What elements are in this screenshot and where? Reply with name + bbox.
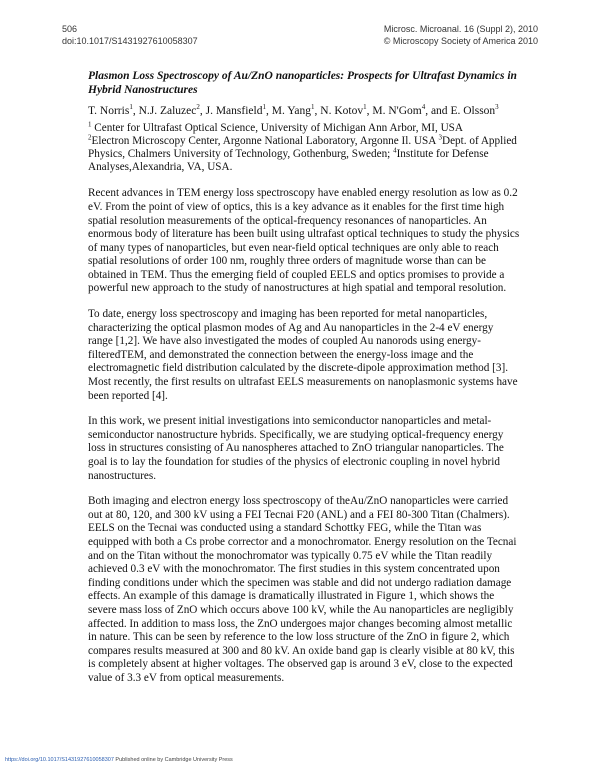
affiliation-3-text: Dept. of Applied Physics, Chalmers University of Technology, Gothenburg, Sweden;	[88, 134, 517, 160]
author-name: J. Mansfield	[205, 105, 263, 117]
footer-text: Published online by Cambridge University Press	[113, 757, 233, 763]
affiliation-2-text: Electron Microscopy Center, Argonne National Laboratory, Argonne Il. USA	[91, 134, 439, 147]
author-affiliation-mark: 1	[262, 103, 266, 112]
author-name: N. Kotov	[320, 105, 364, 117]
article-title: Plasmon Loss Spectroscopy of Au/ZnO nanoparticles: Prospects for Ultrafast Dynamics in Hybrid Nanostructures	[88, 70, 517, 96]
doi: doi:10.1017/S1431927610058307	[62, 36, 198, 46]
author-name: N.J. Zaluzec	[138, 105, 197, 117]
journal-citation: Microsc. Microanal. 16 (Suppl 2), 2010	[383, 24, 538, 34]
author-name: M. N'Gom	[372, 105, 422, 117]
affiliation-2-3-4	[88, 132, 520, 175]
author-affiliation-mark: 1	[311, 103, 315, 112]
author-affiliation-mark: 1	[363, 103, 367, 112]
affiliation-3-number: 3	[438, 132, 443, 141]
author-affiliation-mark: 3	[495, 103, 499, 112]
author-name: T. Norris	[88, 105, 130, 117]
affiliations	[88, 119, 520, 175]
article	[88, 70, 520, 698]
header-right	[384, 23, 538, 47]
author-affiliation-mark: 1	[129, 103, 133, 112]
affiliation-4-text: Institute for Defense Analyses,Alexandria, VA, USA.	[88, 147, 489, 174]
affiliation-1-text: Center for Ultrafast Optical Science, University of Michigan Ann Arbor, MI, USA	[91, 121, 463, 134]
affiliation-1	[88, 119, 520, 135]
doi-link[interactable]: https://doi.org/10.1017/S1431927610058307	[5, 757, 114, 763]
author-name: M. Yang	[271, 105, 312, 117]
paragraph: In this work, we present initial investigations into semiconductor nanoparticles and metal-semiconductor nanostructure hybrids. Specifically, we are studying optical-frequency energy loss in structures consisting of Au nanospheres attached to ZnO triangular nanoparticles. The goal is to lay the foundation for studies of the physics of electronic coupling in novel hybrid nanostructures.	[88, 415, 504, 482]
author-affiliation-mark: 4	[421, 103, 426, 112]
header-left	[62, 23, 198, 47]
affiliation-4-number: 4	[393, 146, 397, 155]
author-affiliation-mark: 2	[196, 103, 200, 112]
affiliation-1-number: 1	[88, 119, 92, 128]
page-number: 506	[62, 24, 78, 34]
author-list: T. Norris$^1$, N.J. Zaluzec$^2$, J. Mansfield$^1$, M. Yang$^1$, N. Kotov$^1$, M. N'Gom$^4$, and E. Olsson$^3$	[88, 103, 499, 117]
copyright: © Microscopy Society of America 2010	[383, 36, 538, 46]
paragraph: Both imaging and electron energy loss spectroscopy of theAu/ZnO nanoparticles were carried out at 80, 120, and 300 kV using a FEI Tecnai F20 (ANL) and a FEI 80-300 Titan (Chalmers). EELS on the Tecnai was conducted using a standard Schottky FEG, while the Titan was equipped with both a Cs probe corrector and a monochromator. Energy resolution on the Tecnai and on the Titan without the monochromator was typically 0.75 eV while the Titan readily achieved 0.3 eV with the monochromator. The first studies in this system concentrated upon finding conditions under which the specimen was stable and did not undergo radiation damage effects. An example of this damage is dramatically illustrated in Figure 1, which shows the severe mass loss of ZnO which occurs above 100 kV, while the Au nanoparticles are negligibly affected. In addition to mass loss, the ZnO undergoes major changes becoming almost metallic in nature. This can be seen by reference to the low loss structure of the ZnO in figure 2, which compares results measured at 300 and 80 kV. An oxide band gap is clearly visible at 80 kV, this is completely absent at higher voltages. The observed gap is around 3 eV, close to the expected value of 3.3 eV from optical measurements.	[88, 495, 517, 684]
author-name: E. Olsson	[450, 105, 496, 117]
footer	[5, 756, 233, 764]
paragraph: To date, energy loss spectroscopy and imaging has been reported for metal nanoparticles, characterizing the optical plasmon modes of Ag and Au nanoparticles in the 2-4 eV energy range [1,2]. We have also investigated the modes of coupled Au nanorods using energy-filteredTEM, and demonstrated the connection between the energy-loss image and the electromagnetic field distribution calculated by the discrete-dipole approximation method [3]. Most recently, the first results on ultrafast EELS measurements on nanoplasmonic systems have been reported [4].	[88, 308, 518, 402]
paragraph: Recent advances in TEM energy loss spectroscopy have enabled energy resolution as low as 0.2 eV. From the point of view of optics, this is a key advance as it enables for the first time high spatial resolution measurements of the optical-frequency resonances of nanoparticles. An enormous body of literature has been built using ultrafast optical techniques to study the physics of many types of nanoparticles, but even near-field optical techniques are only able to reach spatial resolutions of order 100 nm, roughly three orders of magnitude worse than can be obtained in TEM. Thus the emerging field of coupled EELS and optics promises to provide a powerful new approach to the study of nanostructures at high spatial and temporal resolution.	[88, 187, 520, 295]
affiliation-2-number: 2	[88, 132, 92, 141]
